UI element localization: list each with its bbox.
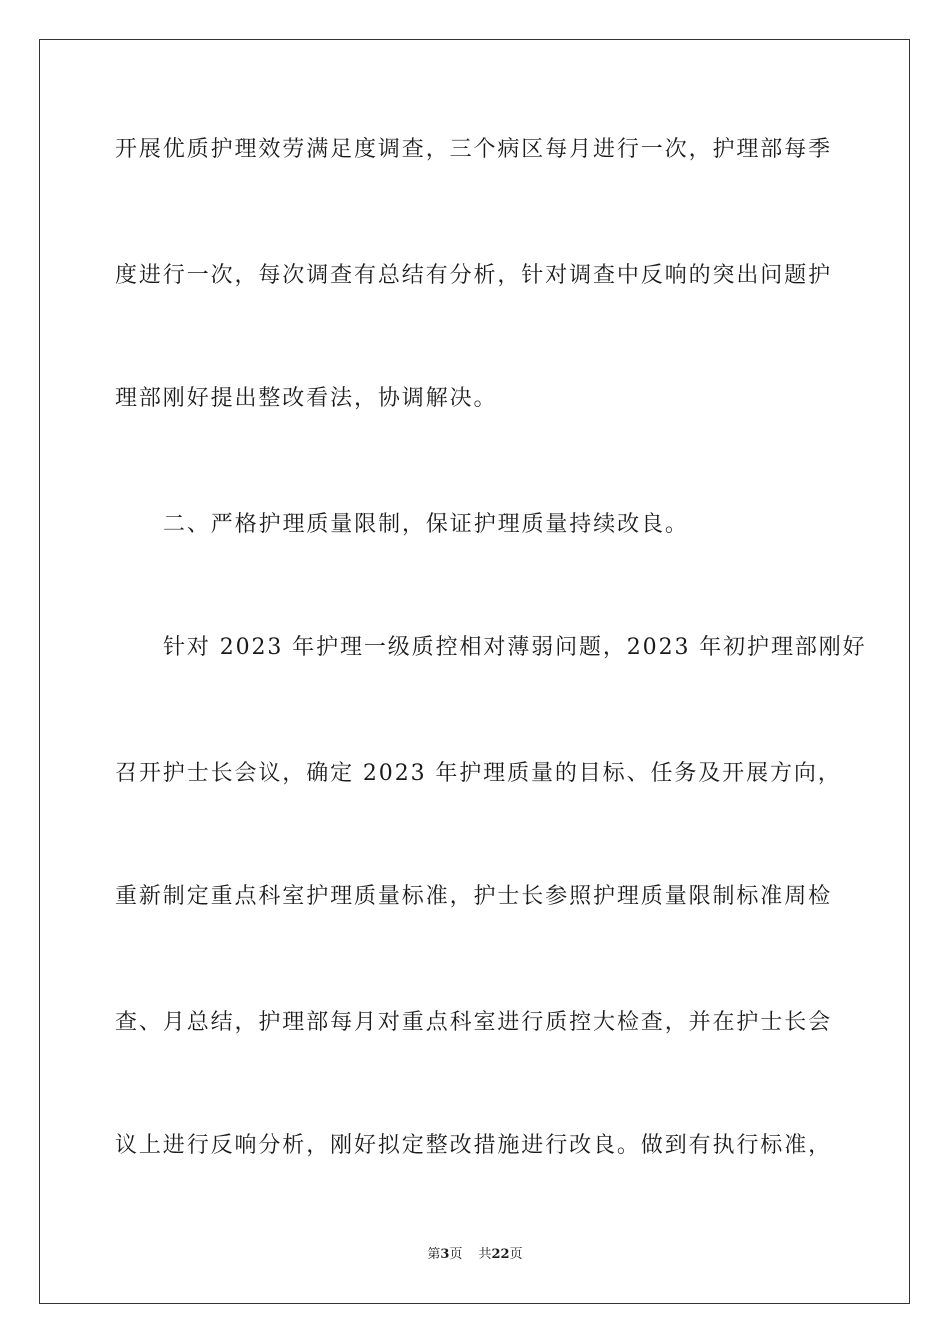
total-suffix: 页 [509, 1247, 523, 1262]
page-prefix: 第 [427, 1247, 441, 1262]
page-number: 3 [440, 1247, 450, 1262]
section-heading: 二、严格护理质量限制，保证护理质量持续改良。 [163, 512, 689, 537]
body-text-line: 重新制定重点科室护理质量标准，护士长参照护理质量限制标准周检 [115, 884, 833, 909]
body-text-line: 查、月总结，护理部每月对重点科室进行质控大检查，并在护士长会 [115, 1010, 833, 1035]
body-text-line: 开展优质护理效劳满足度调查，三个病区每月进行一次，护理部每季 [115, 137, 833, 162]
body-text-line: 召开护士长会议，确定 2023 年护理质量的目标、任务及开展方向， [115, 761, 842, 786]
page-border [39, 39, 910, 1304]
body-text-line: 理部刚好提出整改看法，协调解决。 [115, 386, 498, 411]
body-text-line: 度进行一次，每次调查有总结有分析，针对调查中反响的突出问题护 [115, 263, 833, 288]
total-prefix: 共 [478, 1247, 492, 1262]
body-text-line: 议上进行反响分析，刚好拟定整改措施进行改良。做到有执行标准， [115, 1133, 833, 1158]
total-pages: 22 [491, 1247, 510, 1262]
page-suffix: 页 [449, 1247, 463, 1262]
page-footer [0, 1246, 950, 1264]
body-text-line: 针对 2023 年护理一级质控相对薄弱问题，2023 年初护理部刚好 [163, 635, 867, 660]
